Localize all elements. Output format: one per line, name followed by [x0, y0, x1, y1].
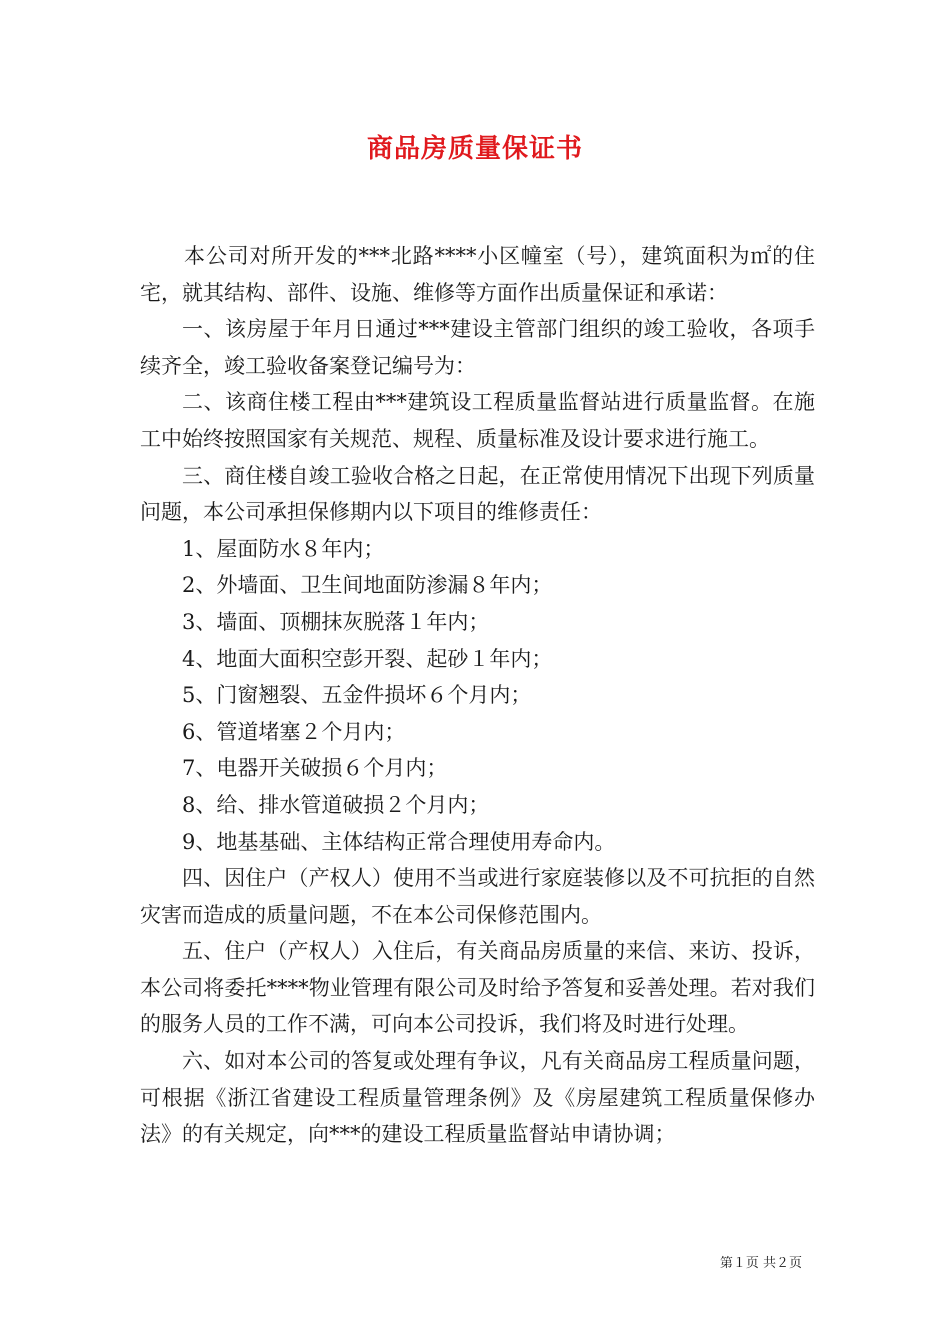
intro-paragraph: 本公司对所开发的***北路****小区幢室（号），建筑面积为㎡的住宅，就其结构、部件、设施、维修等方面作出质量保证和承诺： [140, 244, 815, 305]
warranty-item: 6、管道堵塞２个月内； [182, 719, 406, 744]
warranty-item: 9、地基基础、主体结构正常合理使用寿命内。 [182, 829, 616, 854]
clause-4-paragraph: 四、因住户（产权人）使用不当或进行家庭装修以及不可抗拒的自然灾害而造成的质量问题，不在本公司保修范围内。 [140, 866, 815, 927]
warranty-item: 1、屋面防水８年内； [182, 536, 385, 561]
warranty-item: 8、给、排水管道破损２个月内； [182, 792, 490, 817]
clause-5-paragraph: 五、住户（产权人）入住后，有关商品房质量的来信、来访、投诉，本公司将委托****物业管理有限公司及时给予答复和妥善处理。若对我们的服务人员的工作不满，可向本公司投诉，我们将及时进行处理。 [140, 939, 815, 1037]
clause-2-paragraph: 二、该商住楼工程由***建筑设工程质量监督站进行质量监督。在施工中始终按照国家有关规范、规程、质量标准及设计要求进行施工。 [140, 390, 815, 451]
document-title: 商品房质量保证书 [366, 134, 583, 164]
clause-1-paragraph: 一、该房屋于年月日通过***建设主管部门组织的竣工验收，各项手续齐全，竣工验收备案登记编号为： [140, 317, 815, 378]
page-number-footer: 第１页 共２页 [719, 1256, 802, 1271]
warranty-item: 3、墙面、顶棚抹灰脱落１年内； [182, 609, 490, 634]
warranty-item: 5、门窗翘裂、五金件损坏６个月内； [182, 683, 532, 708]
warranty-item: 7、电器开关破损６个月内； [182, 756, 448, 781]
clause-6-paragraph: 六、如对本公司的答复或处理有争议，凡有关商品房工程质量问题，可根据《浙江省建设工程质量管理条例》及《房屋建筑工程质量保修办法》的有关规定，向***的建设工程质量监督站申请协调； [140, 1049, 815, 1147]
warranty-item: 4、地面大面积空彭开裂、起砂１年内； [182, 646, 553, 671]
warranty-item: 2、外墙面、卫生间地面防渗漏８年内； [182, 573, 553, 598]
clause-3-paragraph: 三、商住楼自竣工验收合格之日起，在正常使用情况下出现下列质量问题，本公司承担保修期内以下项目的维修责任： [140, 463, 815, 525]
document-body [140, 238, 815, 1153]
